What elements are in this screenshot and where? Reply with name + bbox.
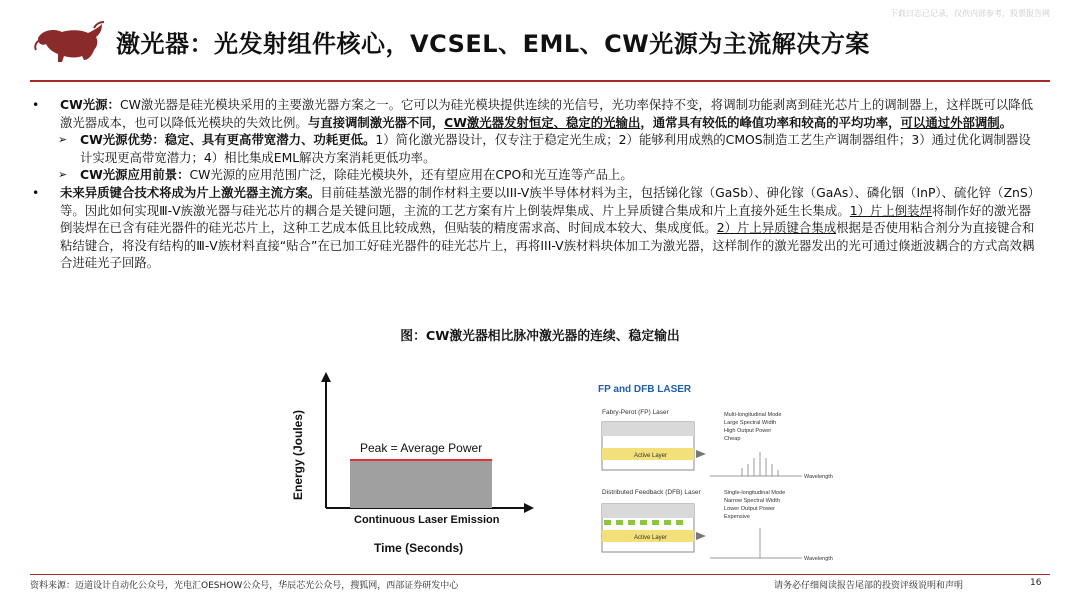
x-axis-arrow-icon xyxy=(524,503,534,513)
bullet-term: 未来异质键合技术将成为片上激光器主流方案。 xyxy=(60,184,321,200)
bullet-underline: 1）片上倒装焊 xyxy=(849,202,932,218)
sub-bullet-text xyxy=(80,131,1042,166)
dfb-wavelength-label: Wavelength xyxy=(804,556,833,562)
sub-bullet-advantages xyxy=(58,131,1042,166)
dfb-feature: Narrow Spectral Width xyxy=(724,498,780,504)
page-title: 激光器：光发射组件核心，VCSEL、EML、CW光源为主流解决方案 xyxy=(116,30,870,58)
bullet-marker: • xyxy=(32,97,40,112)
bar-label: Continuous Laser Emission xyxy=(354,514,500,526)
footer-divider xyxy=(30,574,1050,575)
fp-feature: Large Spectral Width xyxy=(724,420,777,426)
fp-dfb-diagram xyxy=(592,380,852,570)
fp-label: Fabry-Perot (FP) Laser xyxy=(602,409,669,416)
footer-disclaimer: 请务必仔细阅读报告尾部的投资评级说明和声明 xyxy=(774,581,964,591)
bullet-underline: 可以通过外部调制 xyxy=(900,114,1000,130)
bullet-cw-light xyxy=(30,96,1042,131)
bullet-underline: CW激光器发射恒定、稳定的光输出 xyxy=(444,114,641,130)
footer-source: 资料来源：迈道设计自动化公众号，光电汇OESHOW公众号，华辰芯光公众号，搜狐网，西部证券研发中心 xyxy=(30,581,459,591)
y-axis-arrow-icon xyxy=(321,372,331,382)
dfb-top-cladding xyxy=(602,504,694,518)
dfb-feature: Lower Output Power xyxy=(724,506,775,512)
arrow-bullet-icon: ➢ xyxy=(58,168,68,182)
fp-wavelength-label: Wavelength xyxy=(804,474,833,480)
bullet-body: CW激光器是硅光模块采用的主要激光器方案之一。它可以为硅光模块提供连续的光信号，光功率保持不变，将调制功能剥离到硅光芯片上的调制器上，这样既可以降低激光器成本，也可以降低光模块的失效比例。 xyxy=(60,97,1033,130)
bull-logo xyxy=(32,20,108,66)
bullet-text xyxy=(60,184,1042,272)
fp-feature: Cheap xyxy=(724,436,741,442)
diagram-title: FP and DFB LASER xyxy=(598,384,692,395)
fp-active-layer-label: Active Layer xyxy=(634,453,668,459)
sub-bullet-term: CW光源应用前景： xyxy=(80,167,190,183)
sub-bullet-body: 1）简化激光器设计，仅专注于稳定光生成；2）能够利用成熟的CMOS制造工艺生产调制器组件；3）通过优化调制器设计实现更高带宽潜力；4）相比集成EML解决方案消耗更低功率。 xyxy=(80,132,1031,165)
dfb-active-layer-label: Active Layer xyxy=(634,535,668,541)
content-body xyxy=(30,96,1042,272)
fp-spectrum xyxy=(742,452,778,476)
cw-energy-chart xyxy=(280,370,540,570)
bullet-body: 目前硅基激光器的制作材料主要以III-V族半导体材料为主，包括锑化镓（GaSb）、砷化镓（GaAs）、磷化铟（InP）、硫化锌（ZnS）等。因此如何实现Ⅲ-Ⅴ族激光器与硅光芯片的耦合是关键问题，主流的工艺方案有片上倒装焊集成、片上异质键合集成和片上直接外延生长集成。 xyxy=(60,184,1041,218)
sub-bullet-body: CW光源的应用范围广泛，除硅光模块外，还有望应用在CPO和光互连等产品上。 xyxy=(189,167,633,183)
legend-label: Peak = Average Power xyxy=(360,441,483,455)
dfb-output-arrow-icon xyxy=(696,532,706,540)
bullet-marker: • xyxy=(32,184,40,200)
header-divider xyxy=(30,80,1050,82)
fp-feature: Multi-longitudinal Mode xyxy=(724,412,782,418)
bullet-bold: 与直接调制激光器不同， xyxy=(307,114,445,130)
figure-caption: 图：CW激光器相比脉冲激光器的连续、稳定输出 xyxy=(400,329,680,344)
bullet-body: 根据是否使用粘合剂分为直接键合和粘结键合，将没有结构的Ⅲ-Ⅴ族材料直接“贴合”在已加工好硅光器件的硅光芯片上，再将III-V族材料块体加工为激光器，这样制作的激光器发出的光可通过倏逝波耦合的方式高效耦合进硅光子回路。 xyxy=(60,220,1035,271)
sub-bullet-prospects xyxy=(58,166,1042,184)
page-number: 16 xyxy=(1030,578,1042,588)
dfb-feature: Expensive xyxy=(724,514,750,520)
sub-bullet-text xyxy=(80,166,1042,184)
dfb-label: Distributed Feedback (DFB) Laser xyxy=(602,489,701,496)
bullet-term: CW光源： xyxy=(60,97,120,112)
bullet-underline: 2）片上异质键合集成 xyxy=(716,220,837,236)
bullet-bold: ，通常具有较低的峰值功率和较高的平均功率， xyxy=(640,114,901,130)
watermark-note: 下载日志已记录，仅供内部参考，股票报告网 xyxy=(890,9,1050,18)
x-axis-label: Time (Seconds) xyxy=(374,541,464,555)
bullet-text xyxy=(60,96,1042,131)
arrow-bullet-icon: ➢ xyxy=(58,133,68,147)
fp-output-arrow-icon xyxy=(696,450,706,458)
fp-feature: High Output Power xyxy=(724,428,772,434)
bullet-body: 将制作好的激光器倒装焊在已含有硅光器件的硅光芯片上，这种工艺成本低且比较成熟，但贴装的精度需求高、时间成本较大、集成度低。 xyxy=(60,202,1032,236)
dfb-feature: Single-longitudinal Mode xyxy=(724,490,786,496)
sub-bullet-term: CW光源优势：稳定、具有更高带宽潜力、功耗更低。 xyxy=(80,132,376,148)
bullet-heterogeneous-bonding xyxy=(30,184,1042,272)
fp-top-cladding xyxy=(602,422,694,436)
bullet-bold: 。 xyxy=(999,114,1013,130)
dfb-grating xyxy=(604,520,683,525)
y-axis-label: Energy (Joules) xyxy=(291,409,305,500)
emission-bar xyxy=(350,460,492,508)
